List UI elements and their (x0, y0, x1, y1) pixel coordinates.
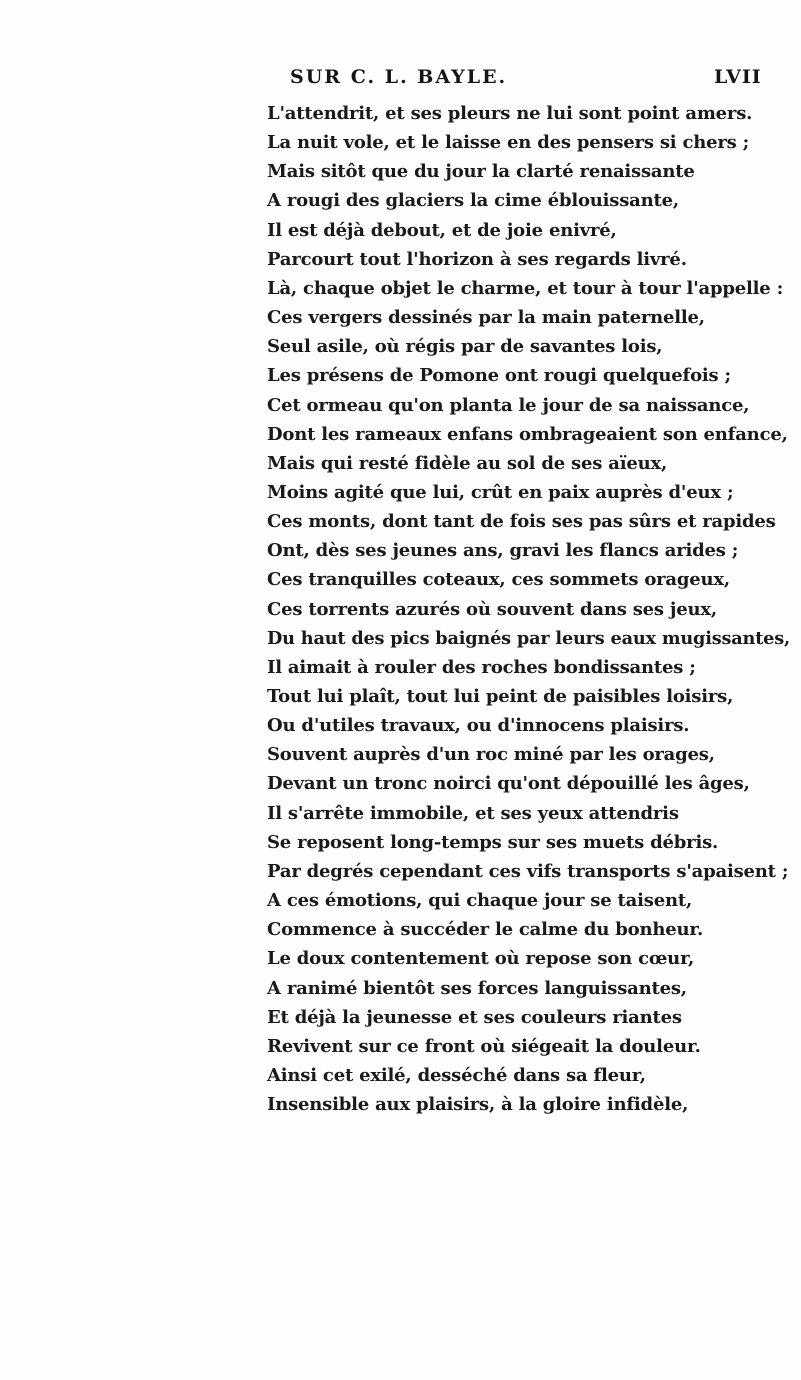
verse-line: Mais sitôt que du jour la clarté renaissante (267, 161, 695, 183)
verse-line: La nuit vole, et le laisse en des pensers si chers ; (267, 132, 750, 154)
verse-line: Ces vergers dessinés par la main paternelle, (267, 307, 705, 329)
verse-line: A ranimé bientôt ses forces languissantes, (267, 977, 687, 999)
verse-line: Là, chaque objet le charme, et tour à tour l'appelle : (267, 277, 784, 299)
verse-line: Par degrés cependant ces vifs transports s'apaisent ; (267, 860, 789, 882)
verse-line: Revivent sur ce front où siégeait la douleur. (267, 1035, 701, 1057)
verse-line: Se reposent long-temps sur ses muets débris. (267, 831, 719, 853)
verse-line: Cet ormeau qu'on planta le jour de sa naissance, (267, 394, 750, 416)
verse-line: A ces émotions, qui chaque jour se taisent, (267, 890, 693, 912)
verse-line: Ces tranquilles coteaux, ces sommets orageux, (267, 569, 730, 591)
verse-line: Ces monts, dont tant de fois ses pas sûrs et rapides (267, 511, 776, 533)
verse-line: Ainsi cet exilé, desséché dans sa fleur, (267, 1064, 646, 1086)
verse-line: Souvent auprès d'un roc miné par les orages, (267, 744, 715, 766)
verse-line: Moins agité que lui, crût en paix auprès d'eux ; (267, 481, 734, 503)
verse-line: Il s'arrête immobile, et ses yeux attendris (267, 802, 679, 824)
page-number: LVII (714, 66, 762, 88)
verse-line: Et déjà la jeunesse et ses couleurs riantes (267, 1006, 682, 1028)
verse-line: Il aimait à rouler des roches bondissantes ; (267, 656, 696, 678)
verse-line: Parcourt tout l'horizon à ses regards livré. (267, 248, 687, 270)
running-header (0, 66, 801, 100)
verse-line: Devant un tronc noirci qu'ont dépouillé les âges, (267, 773, 750, 795)
verse-line: Il est déjà debout, et de joie enivré, (267, 219, 617, 241)
verse-line: Du haut des pics baignés par leurs eaux mugissantes, (267, 627, 790, 649)
verse-line: Ou d'utiles travaux, ou d'innocens plaisirs. (267, 715, 690, 737)
verse-line: Le doux contentement où repose son cœur, (267, 948, 695, 970)
verse-line: Commence à succéder le calme du bonheur. (267, 919, 704, 941)
running-title: SUR C. L. BAYLE. (290, 66, 508, 88)
verse-line: Mais qui resté fidèle au sol de ses aïeux, (267, 452, 668, 474)
verse-line: L'attendrit, et ses pleurs ne lui sont point amers. (267, 103, 753, 124)
verse-line: Les présens de Pomone ont rougi quelquefois ; (267, 365, 731, 387)
verse-line: Seul asile, où régis par de savantes lois, (267, 336, 663, 358)
verse-line: Ont, dès ses jeunes ans, gravi les flancs arides ; (267, 540, 739, 562)
verse-line: Insensible aux plaisirs, à la gloire infidèle, (267, 1094, 689, 1116)
verse-line: Dont les rameaux enfans ombrageaient son enfance, (267, 423, 788, 445)
verse-line: A rougi des glaciers la cime éblouissante, (267, 190, 679, 212)
verse-line: Tout lui plaît, tout lui peint de paisibles loisirs, (267, 686, 734, 707)
verse-line: Ces torrents azurés où souvent dans ses jeux, (267, 598, 717, 620)
